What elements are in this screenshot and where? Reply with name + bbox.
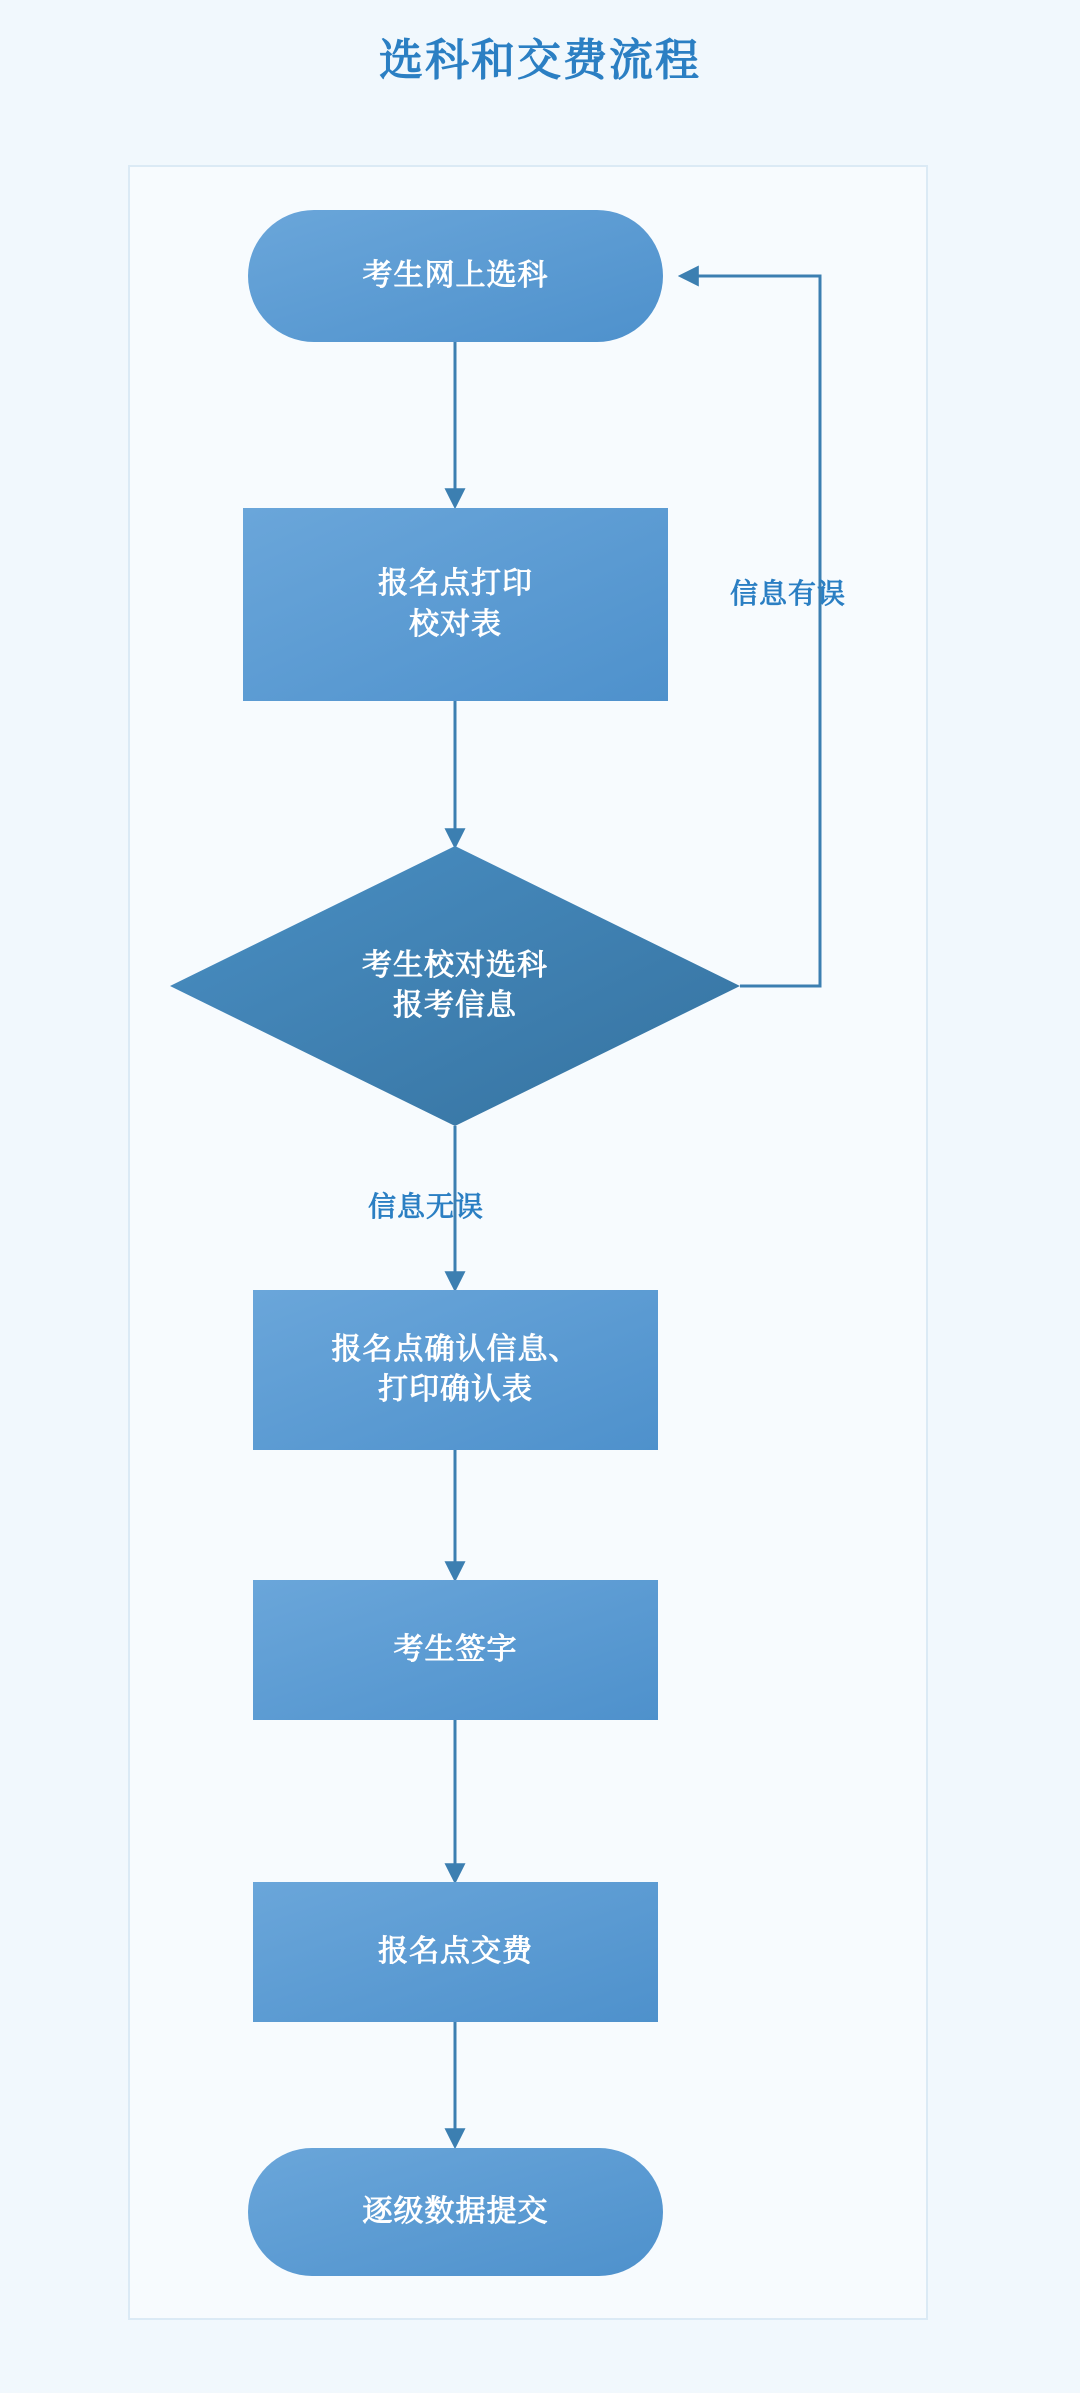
node-label-n3: 考生校对选科 报考信息	[362, 948, 548, 1022]
node-shape-n2	[243, 508, 668, 701]
node-label-n6: 报名点交费	[378, 1934, 533, 1968]
node-label-n1: 考生网上选科	[362, 258, 549, 292]
node-shape-n3	[170, 846, 740, 1126]
node-label-n7: 逐级数据提交	[362, 2194, 549, 2228]
node-shape-n1	[248, 210, 663, 342]
node-label-n5: 考生签字	[393, 1632, 518, 1666]
edge-n3-n1-feedback	[682, 276, 820, 986]
edge-label-info-error: 信息有误	[730, 578, 847, 609]
node-shape-n7	[248, 2148, 663, 2276]
node-label-n4: 报名点确认信息、 打印确认表	[331, 1332, 580, 1406]
node-shape-n5	[253, 1580, 658, 1720]
edge-label-info-ok: 信息无误	[368, 1191, 485, 1222]
page-title: 选科和交费流程	[379, 36, 701, 85]
node-shape-n6	[253, 1882, 658, 2022]
node-shape-n4	[253, 1290, 658, 1450]
node-label-n2: 报名点打印 校对表	[378, 567, 533, 641]
